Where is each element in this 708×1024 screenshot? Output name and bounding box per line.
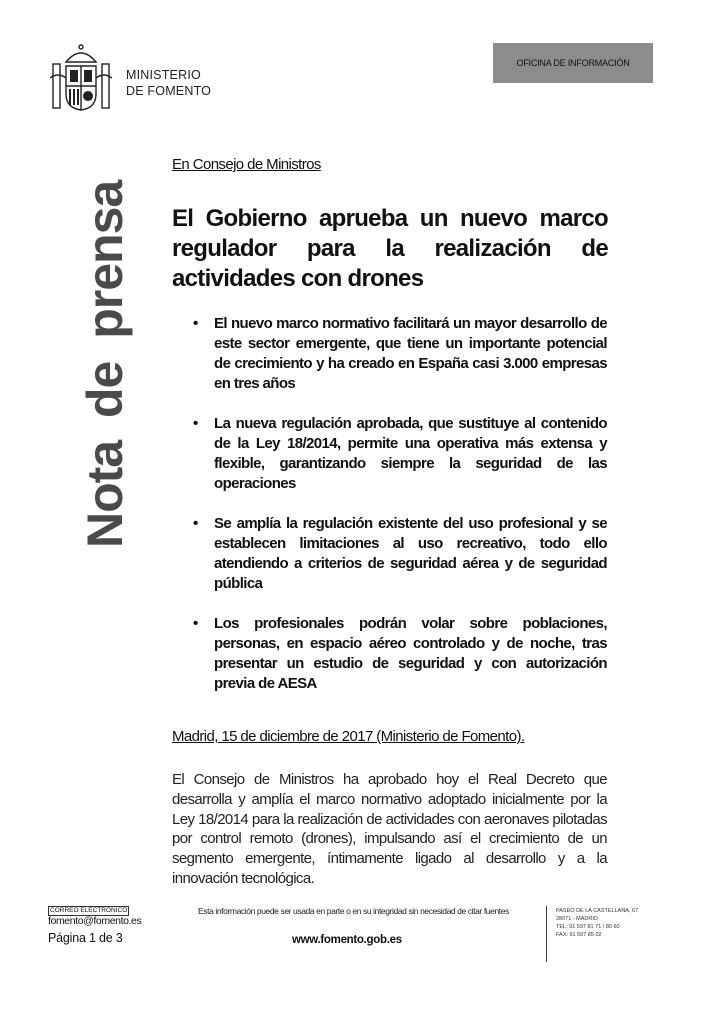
email-link[interactable]: fomento@fomento.es <box>48 915 142 927</box>
press-release-side-label: Nota de prensa <box>77 180 133 548</box>
kicker: En Consejo de Ministros <box>172 156 321 173</box>
body-paragraph: El Consejo de Ministros ha aprobado hoy el Real Decreto que desarrolla y amplía el marco normativo adoptado inicialmente por la Ley 18/2014 para la realización de actividades con aeronaves pilotadas por control remoto (drones), impulsando así el crecimiento de un segmento emergente, íntimamente ligado al desarrollo y a la innovación tecnológica. <box>172 771 607 887</box>
highlights-list <box>193 314 607 714</box>
website-link[interactable]: www.fomento.gob.es <box>292 934 402 946</box>
address-line: TEL: 91 597 81 71 / 80 60 <box>556 924 620 930</box>
office-label: OFICINA DE INFORMACIÓN <box>493 43 653 83</box>
email-label: CORREO ELECTRÓNICO <box>50 907 128 914</box>
address-block <box>556 907 638 939</box>
ministry-name <box>126 67 211 99</box>
highlight-item: • Los profesionales podrán volar sobre poblaciones, personas, en espacio aéreo controlado y de noche, tras presentar un estudio de seguridad y con autorización previa de AESA <box>193 614 607 694</box>
highlight-item: • El nuevo marco normativo facilitará un mayor desarrollo de este sector emergente, que tiene un importante potencial de crecimiento y ha creado en España casi 3.000 empresas en tres años <box>193 314 607 394</box>
highlight-item: • La nueva regulación aprobada, que sustituye al contenido de la Ley 18/2014, permite una operativa más extensa y flexible, garantizando siempre la seguridad de las operaciones <box>193 414 607 494</box>
headline: El Gobierno aprueba un nuevo marco regulador para la realización de actividades con drones <box>172 205 608 292</box>
highlight-item: • Se amplía la regulación existente del uso profesional y se establecen limitaciones al uso recreativo, todo ello atendiendo a criterios de seguridad aérea y de seguridad pública <box>193 514 607 594</box>
ministry-line-2: DE FOMENTO <box>126 84 212 98</box>
address-line: 28071 - MADRID <box>556 916 598 922</box>
ministry-line-1: MINISTERIO <box>126 68 201 82</box>
address-line: FAX: 91 597 85 02 <box>556 932 602 938</box>
page-number: Página 1 de 3 <box>48 931 123 945</box>
disclaimer: Esta información puede ser usada en parte o en su integridad sin necesidad de citar fuentes <box>198 906 509 916</box>
coat-of-arms-logo <box>50 42 112 114</box>
address-line: PASEO DE LA CASTELLANA, 67 <box>556 908 639 914</box>
dateline: Madrid, 15 de diciembre de 2017 (Ministerio de Fomento). <box>172 728 525 745</box>
footer-divider <box>546 906 547 962</box>
